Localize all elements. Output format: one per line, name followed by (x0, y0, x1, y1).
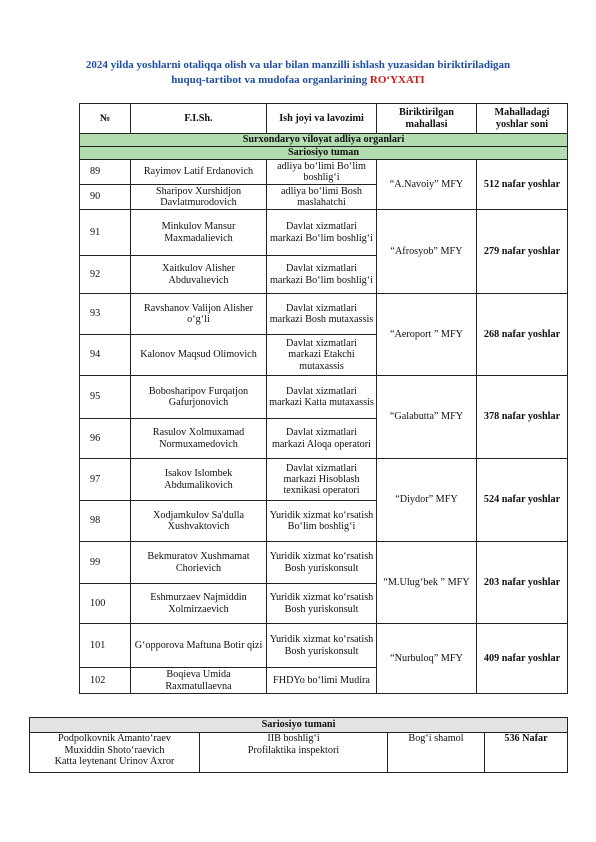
row-job: Davlat xizmatlari markazi Bo‘lim boshlig‘i (267, 256, 377, 294)
row-num: 96 (80, 419, 131, 459)
title-highlight: RO‘YXATI (369, 74, 425, 86)
row-count: 203 nafar yoshlar (477, 542, 568, 624)
footer-section-row (30, 718, 568, 733)
section-row (80, 134, 568, 147)
row-job: adliya bo‘limi Bosh maslahatchi (267, 185, 377, 210)
row-job: Davlat xizmatlari markazi Aloqa operatori (267, 419, 377, 459)
row-name: Bekmuratov Xushmamat Chorievich (131, 542, 267, 584)
assignment-table (79, 103, 568, 694)
row-job: FHDYo bo‘limi Mudira (267, 668, 377, 694)
footer-table (29, 717, 568, 773)
row-job: Davlat xizmatlari markazi Bosh mutaxassis (267, 294, 377, 335)
row-job: adliya bo‘limi Bo‘lim boshlig‘i (267, 160, 377, 185)
row-num: 92 (80, 256, 131, 294)
row-name: Sharipov Xurshidjon Davlatmurodovich (131, 185, 267, 210)
row-num: 89 (80, 160, 131, 185)
row-job: Davlat xizmatlari markazi Katta mutaxassis (267, 376, 377, 419)
row-name: Xodjamkulov Sa'dulla Xushvaktovich (131, 501, 267, 542)
row-job: Yuridik xizmat ko‘rsatish Bosh yuriskonsult (267, 624, 377, 668)
table-row (80, 624, 568, 668)
row-name: Kalonov Maqsud Olimovich (131, 335, 267, 376)
row-mahalla: “Diydor” MFY (377, 459, 477, 542)
title-line-1: 2024 yilda yoshlarni otaliqqa olish va ular bilan manzilli ishlash yuzasidan biriktiriladigan (85, 59, 511, 71)
row-mahalla: “Galabutta” MFY (377, 376, 477, 459)
row-job: Davlat xizmatlari markazi Bo‘lim boshlig‘i (267, 210, 377, 256)
section-district: Sariosiyo tuman (80, 147, 568, 160)
table-row (80, 294, 568, 335)
header-job: Ish joyi va lavozimi (267, 104, 377, 134)
footer-row (30, 733, 568, 773)
table-header-row (80, 104, 568, 134)
header-name: F.I.Sh. (131, 104, 267, 134)
section-row (80, 147, 568, 160)
row-num: 95 (80, 376, 131, 419)
row-mahalla: “M.Ulug‘bek ” MFY (377, 542, 477, 624)
footer-name-line: Podpolkovnik Amanto‘raev (58, 733, 171, 744)
table-row (80, 459, 568, 501)
row-name: G‘opporova Maftuna Botir qizi (131, 624, 267, 668)
row-name: Ravshanov Valijon Alisher o‘g‘li (131, 294, 267, 335)
section-org: Surxondaryo viloyat adliya organlari (80, 134, 568, 147)
footer-positions (200, 733, 388, 773)
row-job: Davlat xizmatlari markazi Hisoblash texnikasi operatori (267, 459, 377, 501)
row-num: 100 (80, 584, 131, 624)
row-mahalla: “Nurbuloq” MFY (377, 624, 477, 694)
footer-position-line: IIB boshlig‘i (267, 733, 320, 744)
row-job: Yuridik xizmat ko‘rsatish Bo‘lim boshlig‘i (267, 501, 377, 542)
row-mahalla: “A.Navoiy” MFY (377, 160, 477, 210)
title-line-2 (40, 73, 556, 88)
row-num: 102 (80, 668, 131, 694)
row-num: 99 (80, 542, 131, 584)
footer-mahalla: Bog‘i shamol (388, 733, 485, 773)
footer-position-line: Profilaktika inspektori (247, 744, 340, 756)
table-row (80, 542, 568, 584)
row-name: Boqieva Umida Raxmatullaevna (131, 668, 267, 694)
row-name: Minkulov Mansur Maxmadalievich (131, 210, 267, 256)
row-count: 524 nafar yoshlar (477, 459, 568, 542)
row-mahalla: “Aeroport ” MFY (377, 294, 477, 376)
row-num: 97 (80, 459, 131, 501)
row-name: Xaitkulov Alisher Abduvalıevich (131, 256, 267, 294)
row-num: 101 (80, 624, 131, 668)
table-row (80, 376, 568, 419)
footer-name-line: Katta leytenant Urinov Axror (54, 756, 175, 767)
row-name: Rayimov Latif Erdanovich (131, 160, 267, 185)
row-num: 98 (80, 501, 131, 542)
row-count: 279 nafar yoshlar (477, 210, 568, 294)
row-name: Bobosharipov Furqatjon Gafurjonovich (131, 376, 267, 419)
row-name: Isakov Islombek Abdumalikovich (131, 459, 267, 501)
footer-names (30, 733, 200, 773)
row-job: Yuridik xizmat ko‘rsatish Bosh yuriskonsult (267, 584, 377, 624)
row-name: Eshmurzaev Najmiddin Xolmirzaevich (131, 584, 267, 624)
footer-count: 536 Nafar (485, 733, 568, 773)
row-job: Yuridik xizmat ko‘rsatish Bosh yuriskonsult (267, 542, 377, 584)
row-count: 512 nafar yoshlar (477, 160, 568, 210)
table-row (80, 160, 568, 185)
row-count: 378 nafar yoshlar (477, 376, 568, 459)
row-name: Rasulov Xolmuxamad Normuxamedovich (131, 419, 267, 459)
row-num: 93 (80, 294, 131, 335)
row-num: 91 (80, 210, 131, 256)
table-row (80, 210, 568, 256)
header-num: № (80, 104, 131, 134)
row-num: 94 (80, 335, 131, 376)
title-line-2-text: huquq-tartibot va mudofaa organlarining (171, 74, 368, 86)
header-mahalla: Biriktirilgan mahallasi (377, 104, 477, 134)
row-mahalla: “Afrosyob” MFY (377, 210, 477, 294)
row-num: 90 (80, 185, 131, 210)
document-title (40, 58, 556, 88)
row-count: 409 nafar yoshlar (477, 624, 568, 694)
row-count: 268 nafar yoshlar (477, 294, 568, 376)
header-count: Mahalladagi yoshlar soni (477, 104, 568, 134)
footer-section: Sariosiyo tumani (30, 718, 568, 733)
row-job: Davlat xizmatlari markazi Etakchi mutaxassis (267, 335, 377, 376)
footer-name-line: Muxiddin Shoto‘raevich (64, 744, 165, 756)
